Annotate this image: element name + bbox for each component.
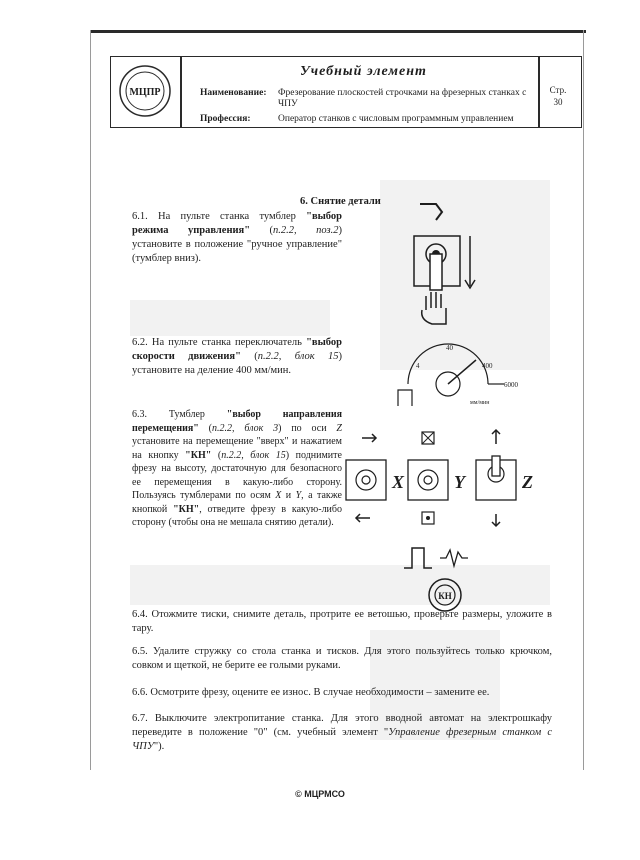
toggle-switch-down-icon <box>410 196 480 336</box>
page-number-block: Стр. 30 <box>549 85 567 107</box>
header-profession-label: Профессия: <box>200 114 251 124</box>
header-title: Учебный элемент <box>300 64 427 79</box>
header-profession-value: Оператор станков с числовым программным управлением <box>278 114 514 124</box>
header-name-value: Фрезерование плоскостей строчками на фрезерных станках с ЧПУ <box>278 88 527 109</box>
svg-text:4: 4 <box>416 362 420 370</box>
svg-text:40: 40 <box>446 344 453 352</box>
svg-text:6000: 6000 <box>504 381 518 389</box>
right-edge <box>583 30 584 770</box>
kn-button-icon <box>428 578 462 612</box>
svg-text:X: X <box>392 472 405 492</box>
speed-dial-icon <box>380 338 560 418</box>
footer-copyright: © МЦРМСО <box>295 789 345 799</box>
svg-text:Y: Y <box>454 472 465 492</box>
step-6-4: 6.4. Отожмите тиски, снимите деталь, протрите ее ветошью, проверьте размеры, уложите в тару. <box>132 609 552 634</box>
show-through <box>130 300 330 336</box>
svg-text:Z: Z <box>522 472 533 492</box>
step-6-7: 6.7. Выключите электропитание станка. Для этого вводной автомат на электрошкафу переведите в положение "0" (см. учебный элемент "Управление фрезерным станком с ЧПУ"). <box>132 713 552 752</box>
svg-text:мм/мин: мм/мин <box>470 400 490 406</box>
logo-emblem-icon <box>118 64 172 118</box>
left-edge <box>90 30 91 770</box>
document-page <box>90 30 586 770</box>
svg-text:400: 400 <box>482 362 493 370</box>
step-6-3: 6.3. Тумблер "выбор направления перемещения" (п.2.2, блок 3) по оси Z установите на перемещение "вверх" и нажатием на кнопку "КН" (п.2.2, блок 15) поднимите фрезу на высоту, достаточную для безопасного ее перемещения в какую-либо сторону. Пользуясь тумблерами по осям X и Y, а также кнопкой "КН", отведите фрезу в какую-либо сторону (чтобы она не мешала снятию детали). <box>132 409 342 528</box>
top-rule <box>90 30 586 33</box>
step-6-6: 6.6. Осмотрите фрезу, оцените ее износ. В случае необходимости – замените ее. <box>132 687 490 698</box>
step-6-1: 6.1. На пульте станка тумблер "выбор режима управления" (п.2.2, поз.2) установите в положение "ручное управление" (тумблер вниз). <box>132 211 343 264</box>
svg-text:МЦПР: МЦПР <box>129 87 161 98</box>
svg-text:КН: КН <box>438 591 452 601</box>
step-6-2: 6.2. На пульте станка переключатель "выбор скорости движения" (п.2.2, блок 15) установите на деление 400 мм/мин. <box>132 337 343 376</box>
section-title: 6. Снятие детали <box>300 196 381 207</box>
header-name-label: Наименование: <box>200 88 267 98</box>
step-6-5: 6.5. Удалите стружку со стола станка и тисков. Для этого пользуйтесь только крючком, совком и щеткой, не берите ее голыми руками. <box>132 646 553 671</box>
